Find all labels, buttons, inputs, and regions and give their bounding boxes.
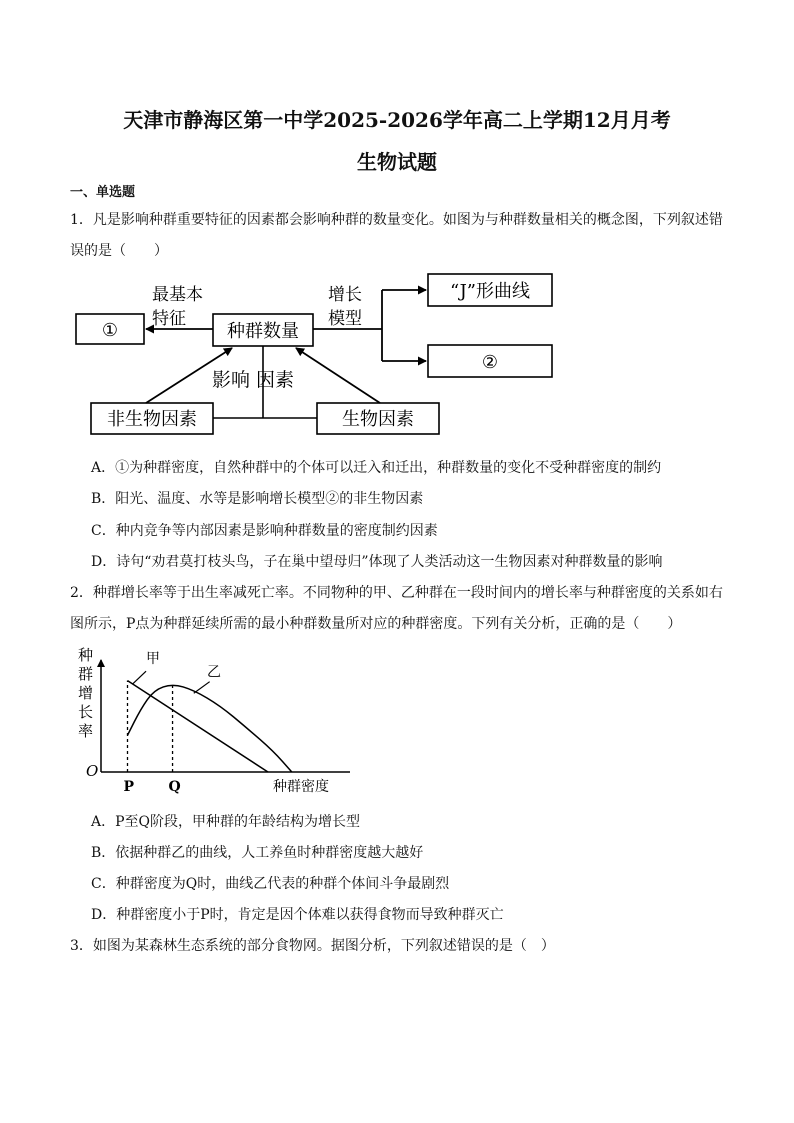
q1-option-c: C．种内竞争等内部因素是影响种群数量的密度制约因素 <box>91 523 438 539</box>
box-biotic-text: 生物因素 <box>342 409 414 430</box>
q1-option-a: A．①为种群密度，自然种群中的个体可以迁入和迁出，种群数量的变化不受种群密度的制约 <box>91 460 662 476</box>
box-circle1-text: ① <box>101 320 119 341</box>
y-axis-label-char: 增 <box>78 684 94 702</box>
q1-stem-line1: 1．凡是影响种群重要特征的因素都会影响种群的数量变化。如图为与种群数量相关的概念图，下列叙述错 <box>70 212 723 228</box>
box-j-curve-text: “J”形曲线 <box>449 281 531 302</box>
series-label-yi: 乙 <box>207 664 221 681</box>
q1-option-d: D．诗句“劝君莫打枝头鸟，子在巢中望母归”体现了人类活动这一生物因素对种群数量的影响 <box>91 554 663 570</box>
y-axis-label-char: 种 <box>78 646 94 664</box>
y-axis-label-char: 群 <box>78 665 94 683</box>
section-heading: 一、单选题 <box>70 185 136 200</box>
q1-concept-diagram <box>0 270 794 440</box>
label-growth-2: 模型 <box>328 309 362 329</box>
label-basic-2: 特征 <box>152 309 186 329</box>
label-growth-1: 增长 <box>328 285 362 305</box>
series-label-leader-jia <box>133 671 146 684</box>
x-axis-label: 种群密度 <box>273 779 329 795</box>
series-label-jia: 甲 <box>146 650 161 667</box>
y-axis-label-char: 长 <box>78 703 94 721</box>
q2-option-b: B．依据种群乙的曲线，人工养鱼时种群密度越大越好 <box>91 845 424 861</box>
q1-option-b: B．阳光、温度、水等是影响增长模型②的非生物因素 <box>91 491 424 507</box>
label-basic-1: 最基本 <box>152 285 203 305</box>
q2-stem-line1: 2．种群增长率等于出生率减死亡率。不同物种的甲、乙种群在一段时间内的增长率与种群密度的关系如右 <box>70 585 723 601</box>
q2-growth-chart <box>0 640 794 800</box>
q3-stem: 3．如图为某森林生态系统的部分食物网。据图分析，下列叙述错误的是（ ） <box>70 938 555 954</box>
exam-subtitle: 生物试题 <box>357 150 437 174</box>
label-influence: 影响 因素 <box>212 369 295 391</box>
series-line-jia <box>128 681 268 772</box>
box-population-size-text: 种群数量 <box>227 321 299 342</box>
tick-label-p: P <box>123 779 135 795</box>
q2-option-c: C．种群密度为Q时，曲线乙代表的种群个体间斗争最剧烈 <box>91 876 450 892</box>
q2-option-d: D．种群密度小于P时，肯定是因个体难以获得食物而导致种群灭亡 <box>91 907 504 923</box>
series-label-leader-yi <box>194 682 210 694</box>
origin-label: O <box>86 762 99 780</box>
q2-stem-line2: 图所示，P点为种群延续所需的最小种群数量所对应的种群密度。下列有关分析，正确的是（ ） <box>70 616 682 632</box>
box-abiotic-text: 非生物因素 <box>107 409 197 430</box>
q2-option-a: A．P至Q阶段，甲种群的年龄结构为增长型 <box>91 814 361 830</box>
tick-label-q: Q <box>168 779 181 795</box>
arrow-biotic <box>296 348 380 403</box>
box-circle2-text: ② <box>481 352 499 373</box>
q1-stem-line2: 误的是（ ） <box>70 243 168 259</box>
y-axis-label-char: 率 <box>78 722 94 740</box>
exam-title: 天津市静海区第一中学2025-2026学年高二上学期12月月考 <box>123 108 671 132</box>
series-line-yi <box>128 685 292 772</box>
